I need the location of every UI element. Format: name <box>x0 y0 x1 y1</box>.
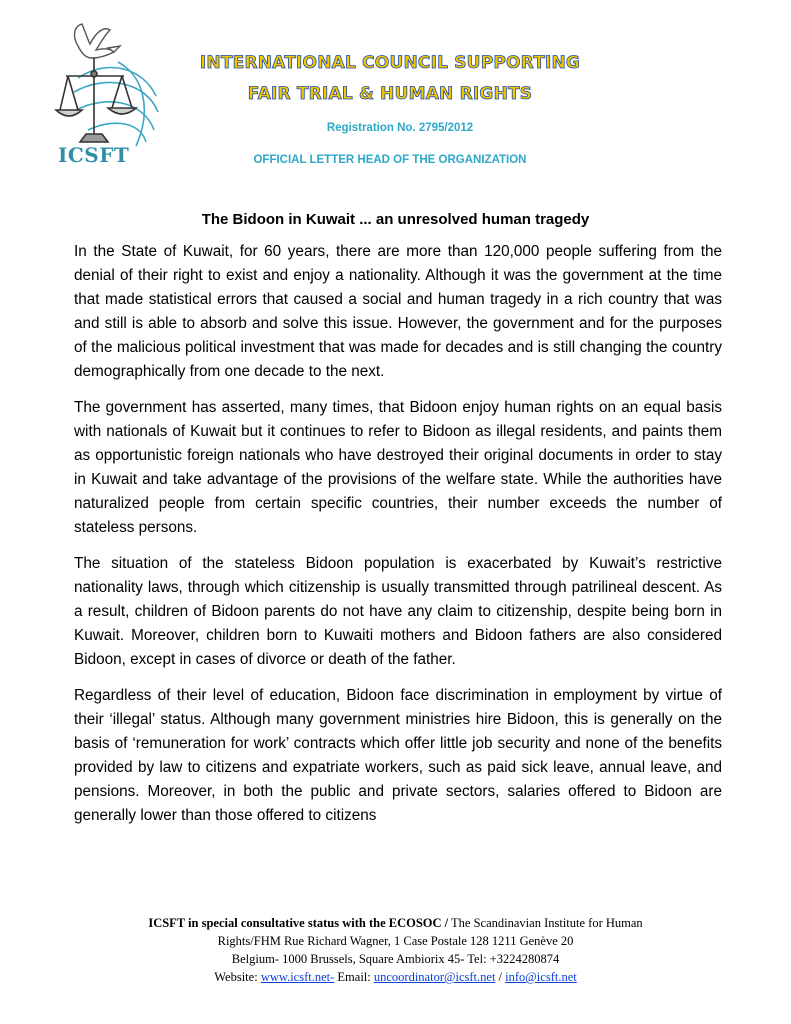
website-link[interactable]: www.icsft.net- <box>260 970 335 984</box>
footer-line-1 <box>40 914 751 932</box>
email-label: Email: <box>334 970 374 984</box>
scales-icon <box>56 58 136 142</box>
footer-line-4 <box>40 968 751 986</box>
organization-name-line-1: INTERNATIONAL COUNCIL SUPPORTING <box>199 53 581 73</box>
dove-icon <box>75 24 120 58</box>
page-footer <box>40 914 751 986</box>
organization-name-line-2: FAIR TRIAL & HUMAN RIGHTS <box>247 84 533 104</box>
document-title: The Bidoon in Kuwait ... an unresolved human tragedy <box>201 211 590 228</box>
body-paragraph: The government has asserted, many times, that Bidoon enjoy human rights on an equal basis with nationals of Kuwait but it continues to refer to Bidoon as illegal residents, and paints them as opportunistic foreign nationals who have destroyed their original documents in order to stay in Kuwait and take advantage of the provisions of the welfare state. While the authorities have naturalized people from certain specific countries, their number exceeds the number of stateless persons. <box>74 399 722 536</box>
body-paragraph: Regardless of their level of education, Bidoon face discrimination in employment by virtue of their ‘illegal’ status. Although many government ministries hire Bidoon, this is generally on the basis of ‘remuneration for work’ contracts which offer little job security and none of the benefits provided by law to citizens and expatriate workers, such as paid sick leave, annual leave, and pensions. Moreover, in both the public and private sectors, salaries offered to Bidoon are generally lower than those offered to citizens <box>74 687 722 824</box>
body-paragraph: The situation of the stateless Bidoon population is exacerbated by Kuwait’s restrictive nationality laws, through which citizenship is usually transmitted through patrilineal descent. As a result, children of Bidoon parents do not have any claim to citizenship, despite being born in Kuwait. Moreover, children born to Kuwaiti mothers and Bidoon fathers are also considered Bidoon, except in cases of divorce or death of the father. <box>74 555 722 668</box>
footer-line-3: Belgium- 1000 Brussels, Square Ambiorix 45- Tel: +3224280874 <box>231 952 560 966</box>
email-separator: / <box>495 970 506 984</box>
footer-institute-text: The Scandinavian Institute for Human <box>448 916 643 930</box>
logo-wordmark: ICSFT <box>58 143 130 167</box>
website-label: Website: <box>214 970 261 984</box>
body-paragraph: In the State of Kuwait, for 60 years, there are more than 120,000 people suffering from the denial of their right to exist and enjoy a nationality. Although it was the government at the time that made statistical errors that caused a social and human tragedy in a rich country that was and still is able to absorb and solve this issue. However, the government and for the purposes of the malicious political investment that was made for decades and is still changing the country demographically from one decade to the next. <box>74 243 722 380</box>
footer-status-text: ICSFT in special consultative status with the ECOSOC / <box>148 916 449 930</box>
footer-line-2: Rights/FHM Rue Richard Wagner, 1 Case Postale 128 1211 Genève 20 <box>217 934 574 948</box>
letterhead-caption: OFFICIAL LETTER HEAD OF THE ORGANIZATION <box>253 154 527 166</box>
document-body <box>74 240 722 840</box>
email-link-info[interactable]: info@icsft.net <box>505 970 577 984</box>
registration-number: Registration No. 2795/2012 <box>326 122 474 134</box>
email-link-coordinator[interactable]: uncoordinator@icsft.net <box>373 970 496 984</box>
